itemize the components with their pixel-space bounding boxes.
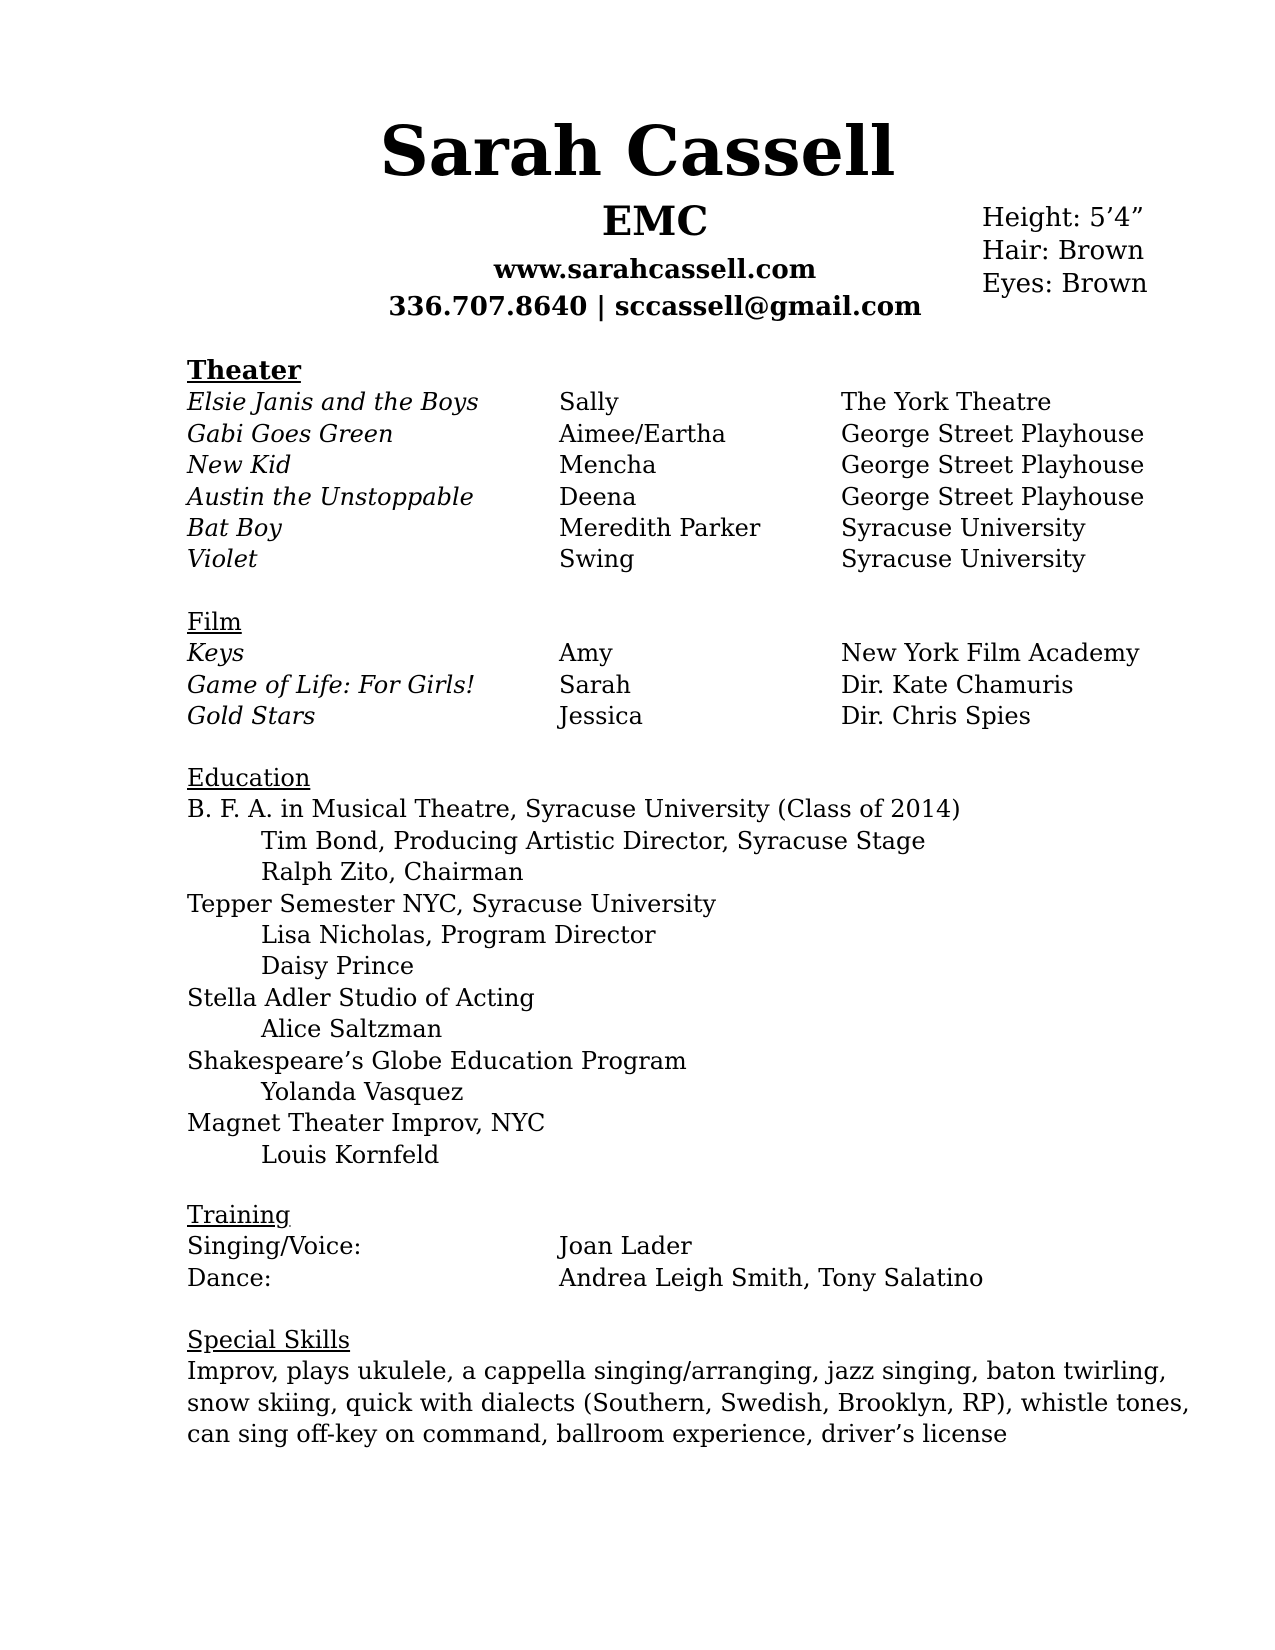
role-name: Aimee/Eartha: [559, 419, 726, 448]
film-credit-row: [187, 638, 1187, 669]
training-category: Dance:: [187, 1263, 272, 1292]
production-title: Violet: [187, 545, 258, 574]
skills-line: can sing off-key on command, ballroom experience, driver’s license: [187, 1420, 1008, 1449]
education-program: Magnet Theater Improv, NYC: [187, 1109, 546, 1138]
role-name: Meredith Parker: [559, 513, 761, 542]
venue-name: George Street Playhouse: [841, 451, 1145, 480]
production-title: Game of Life: For Girls!: [187, 670, 476, 699]
education-program: Shakespeare’s Globe Education Program: [187, 1046, 687, 1075]
training-list: [187, 1231, 1187, 1294]
role-name: Deena: [559, 482, 637, 511]
special-skills-text: [187, 1356, 1190, 1450]
role-name: Jessica: [559, 702, 643, 731]
theater-credit-row: [187, 544, 1187, 575]
eyes-stat: Eyes: Brown: [982, 269, 1148, 299]
skills-line: Improv, plays ukulele, a cappella singing/arranging, jazz singing, baton twirling,: [187, 1357, 1167, 1386]
production-title: Gold Stars: [187, 702, 316, 731]
education-heading: Education: [187, 764, 311, 792]
role-name: Amy: [559, 639, 613, 668]
film-heading: Film: [187, 608, 242, 636]
theater-credit-row: [187, 450, 1187, 481]
training-category: Singing/Voice:: [187, 1232, 362, 1261]
venue-name: The York Theatre: [841, 388, 1052, 417]
education-program: Tepper Semester NYC, Syracuse University: [187, 889, 717, 918]
theater-section: [187, 356, 1187, 576]
theater-credit-row: [187, 419, 1187, 450]
training-row: [187, 1263, 1187, 1294]
role-name: Swing: [559, 545, 635, 574]
training-instructor: Joan Lader: [559, 1232, 692, 1261]
film-credit-row: [187, 670, 1187, 701]
role-name: Sally: [559, 388, 619, 417]
education-instructor: Louis Kornfeld: [261, 1140, 440, 1169]
venue-name: Syracuse University: [841, 513, 1086, 542]
production-title: Bat Boy: [187, 513, 282, 542]
actor-name: Sarah Cassell: [379, 112, 896, 192]
production-title: New Kid: [187, 451, 292, 480]
special-skills-heading: Special Skills: [187, 1326, 351, 1354]
contact-info: 336.707.8640 | sccassell@gmail.com: [388, 292, 922, 322]
union-status: EMC: [601, 198, 709, 245]
training-instructor: Andrea Leigh Smith, Tony Salatino: [559, 1263, 984, 1292]
hair-stat: Hair: Brown: [982, 236, 1145, 266]
education-instructor: Tim Bond, Producing Artistic Director, Syracuse Stage: [261, 826, 926, 855]
education-section: [187, 763, 1187, 1171]
education-program: Stella Adler Studio of Acting: [187, 983, 535, 1012]
special-skills-section: [187, 1325, 1190, 1451]
venue-name: Syracuse University: [841, 545, 1086, 574]
education-instructor: Yolanda Vasquez: [261, 1077, 464, 1106]
production-title: Austin the Unstoppable: [187, 482, 474, 511]
education-instructor: Alice Saltzman: [261, 1015, 443, 1044]
physical-stats: [982, 202, 1148, 301]
film-credits: [187, 638, 1187, 732]
training-row: [187, 1231, 1187, 1262]
training-section: [187, 1200, 1187, 1294]
education-instructor: Lisa Nicholas, Program Director: [261, 920, 656, 949]
venue-name: Dir. Kate Chamuris: [841, 670, 1074, 699]
theater-credit-row: [187, 513, 1187, 544]
production-title: Elsie Janis and the Boys: [187, 388, 479, 417]
education-instructor: Daisy Prince: [261, 952, 415, 981]
film-credit-row: [187, 701, 1187, 732]
skills-line: snow skiing, quick with dialects (Southern, Swedish, Brooklyn, RP), whistle tones,: [187, 1388, 1190, 1417]
venue-name: George Street Playhouse: [841, 419, 1145, 448]
production-title: Gabi Goes Green: [187, 419, 394, 448]
venue-name: George Street Playhouse: [841, 482, 1145, 511]
film-section: [187, 607, 1187, 733]
training-heading: Training: [187, 1201, 291, 1229]
education-instructor: Ralph Zito, Chairman: [261, 858, 524, 887]
role-name: Sarah: [559, 670, 631, 699]
education-program: B. F. A. in Musical Theatre, Syracuse University (Class of 2014): [187, 795, 961, 824]
theater-credit-row: [187, 387, 1187, 418]
height-stat: Height: 5’4”: [982, 203, 1144, 233]
theater-heading: Theater: [187, 356, 301, 386]
theater-credits: [187, 387, 1187, 575]
production-title: Keys: [187, 639, 245, 668]
education-list: [187, 794, 1187, 1171]
venue-name: Dir. Chris Spies: [841, 702, 1031, 731]
role-name: Mencha: [559, 451, 657, 480]
venue-name: New York Film Academy: [841, 639, 1140, 668]
website-link[interactable]: www.sarahcassell.com: [493, 255, 817, 285]
theater-credit-row: [187, 482, 1187, 513]
